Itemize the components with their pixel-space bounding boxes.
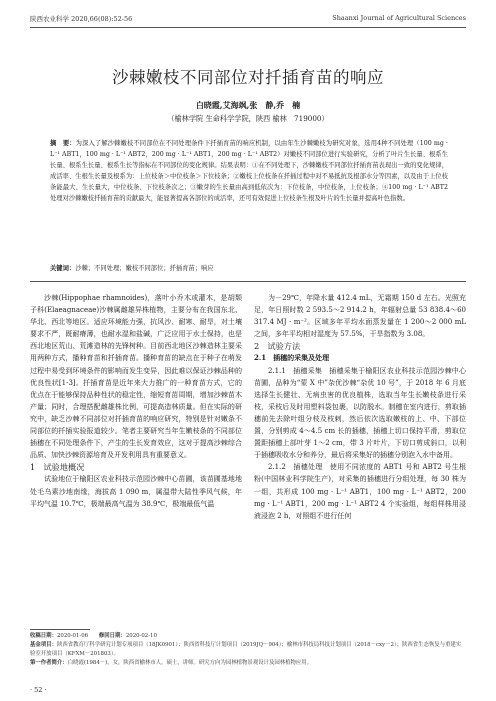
footnotes: [30, 632, 466, 668]
running-header: [30, 14, 466, 26]
fund-line: [30, 641, 466, 659]
author-bio-text: 白晓霞(1984－)，女，陕西省榆林市人，硕士，讲师。研究方向为园林植物景观设计及园林植物应用。: [67, 660, 313, 666]
affiliation: （榆林学院 生命科学学院，陕西 榆林 719000）: [167, 114, 329, 123]
journal-citation: 陕西农业科学 2020,66(08):52-56: [30, 15, 133, 23]
header-rule: [30, 27, 466, 28]
revised-label: 修回日期：: [98, 633, 126, 639]
intro-paragraph: 沙棘(Hippophae rhamnoides)，落叶小乔木或灌木，是胡颓子科(Elaeagnaceae)沙棘属雌雄异株植物，主要分布在我国东北、华北、西北等地区。适应环境能力强，抗风沙、耐寒、耐旱，对土壤要求不严，既耐瘠薄，也耐水湿和盐碱，广泛应用于水土保持，也是西北地区荒山、荒滩造林的先锋树种。目前西北地区沙棘造林主要采用两种方式，播种育苗和扦插育苗。播种育苗的缺点在于种子在萌发过程中易受到环境条件的影响而发生变异，因此难以保证沙棘品种的优良性状[1-3]。扦插育苗是近年来大力推广的一种育苗方式，它的优点在于能够保持品种性状的稳定性，缩短育苗周期，增加沙棘苗木产量；同时，合理搭配雌雄株比例，可提高造林质量。但在实际的研究中，缺乏沙棘不同部位对扦插育苗的响应研究，特别是针对嫩条不同部位的扦插实验报道较少。笔者主要研究当年生嫩枝条的不同部位插穗在不同处理条件下，产生的生长发育效应，这对于提高沙棘综合品质、加快沙棘资源培育及开发利用具有重要意义。: [30, 294, 242, 460]
keywords-text: 沙棘；不同处理；嫩枝不同部位；扦插育苗；响应: [75, 265, 214, 272]
author-list: 白晓霞,艾海飒,张 静,乔 楠: [195, 100, 301, 110]
abstract-label: 摘 要：: [50, 140, 76, 147]
left-column: [30, 292, 242, 510]
cutting-collection-paragraph: 2.1.1 插穗采集 插穗采集于榆阳区农业科技示范园沙棘中心苗圃，品种为“蒙 X 中”杂优沙棘“杂优 10 号”，于 2018 年 6 月底选择生长健壮、无病虫害的优良植株，选取当年生长嫩枝条进行采枝，采枝后及时用塑料袋包裹，以防脱水。制穗在室内进行，剪取插穗前先去除叶组分枝及枝刺，然后依次选取嫩枝的上、中、下部位置，分别剪成 4～4.5 cm 长的插穗，插穗上切口保持平滑，剪取位置距插穗上部叶芽 1～2 cm，带 3 片叶片，下切口剪成斜口，以利于插穗吸收水分和养分，最后将采集好的插穗分别泡入水中备用。: [254, 366, 466, 460]
keywords: [50, 263, 448, 272]
subsection-heading-2-1: 2.1 插穗的采集及处理: [254, 353, 330, 363]
section-heading-1: 1 试验地概况: [30, 462, 85, 473]
right-column: [254, 292, 466, 522]
abstract-rule: [30, 281, 466, 282]
abstract-text: 为深入了解沙棘嫩枝不同部位在不同处理条件下扦插育苗的响应机制，以由年生沙棘嫩枝为研究对象，选用4种不同处理（100 mg · L⁻¹ ABT1，100 mg · L⁻¹ ABT2，200 mg · L⁻¹ ABT1，200 mg · L⁻¹ ABT2）对嫩枝不同部位进行实验研究，分析了叶片生长量、根系生长量、根系生长量、根系生长等指标在不同部位的变化规律。结果表明：①在不同处理下，沙棘嫩枝不同部位扦插育苗表现出一致的变化规律，成活率、生根生长量及根系为：上位枝条＞中位枝条＞下位枝条；②嫩枝上位枝条在扦插过程中对不易抵抗及根部水分等因素，以及由于上位枝条能最大、生长量大，中位枝条、下位枝条次之；③嫩芽的生长量由高到低依次为：下位枝条，中位枝条，上位枝条；④100 mg · L⁻¹ ABT2 处理对沙棘嫩枝扦插育苗的贡献最大，能显著提高各部位的成活率，还可有效促进上位枝条生根及叶片的生长量并提高叶色指数。: [50, 140, 448, 202]
footnote-rule: [30, 629, 90, 630]
fund-text: 陕西省教育厅科学研究计划专项项目（18JK0901）；陕西省科技厅计划项目（2019JQ－904）；榆林市科技局科技计划项目（2018－cxy－2）；陕西省生态恢复与重建实验室开放项目（KFXM－201803）。: [30, 642, 462, 657]
page-number: · 52 ·: [30, 686, 47, 694]
received-date: 2020-01-06: [56, 633, 89, 639]
climate-paragraph: 为－29℃，年降水量 412.4 mL，无霜期 150 d 左右。光照充足，年日照时数 2 593.5～2 914.2 h，年辐射总量 53 838.4～60 317.4 MJ · m⁻²。区域多年平均水面蒸发量在 1 200～2 000 mL 之间，多年平均相对湿度为 57.5%，干旱指数为 3.08。: [254, 294, 466, 339]
site-paragraph: 试验地位于榆阳区农业科技示范园沙棘中心苗圃，该苗圃基地地处毛乌素沙地南缘，海拔高 1 090 m，属温带大陆性季风气候，年平均气温 10.7℃，极端最高气温为 38.9℃，极端最低气温: [30, 475, 242, 508]
section-heading-2: 2 试验方法: [254, 341, 301, 352]
fund-label: 基金项目：: [30, 642, 57, 648]
abstract: [50, 138, 448, 204]
dates-line: [30, 632, 466, 641]
paper-title: 沙棘嫩枝不同部位对扦插育苗的响应: [112, 68, 384, 87]
cutting-treatment-paragraph: 2.1.2 插穗处理 使用不同浓度的 ABT1 号和 ABT2 号生根粉(中国林业科学院生产)，对采集的插穗进行分组处理，每 30 株为一组，共形成 100 mg · L⁻¹ ABT1，100 mg · L⁻¹ ABT2，200 mg · L⁻¹ ABT1，200 mg · L⁻¹ ABT2 4 个实验组，每组样株用浸液浸泡 2 h，对照组不进行任何: [254, 463, 466, 520]
author-bio-label: 第一作者简介：: [30, 660, 68, 666]
author-bio-line: [30, 659, 466, 668]
revised-date: 2020-02-10: [125, 633, 157, 639]
keywords-label: 关键词：: [50, 265, 76, 272]
journal-name: Shaanxi Journal of Agricultural Sciences: [332, 14, 466, 22]
received-label: 收稿日期：: [30, 633, 57, 639]
